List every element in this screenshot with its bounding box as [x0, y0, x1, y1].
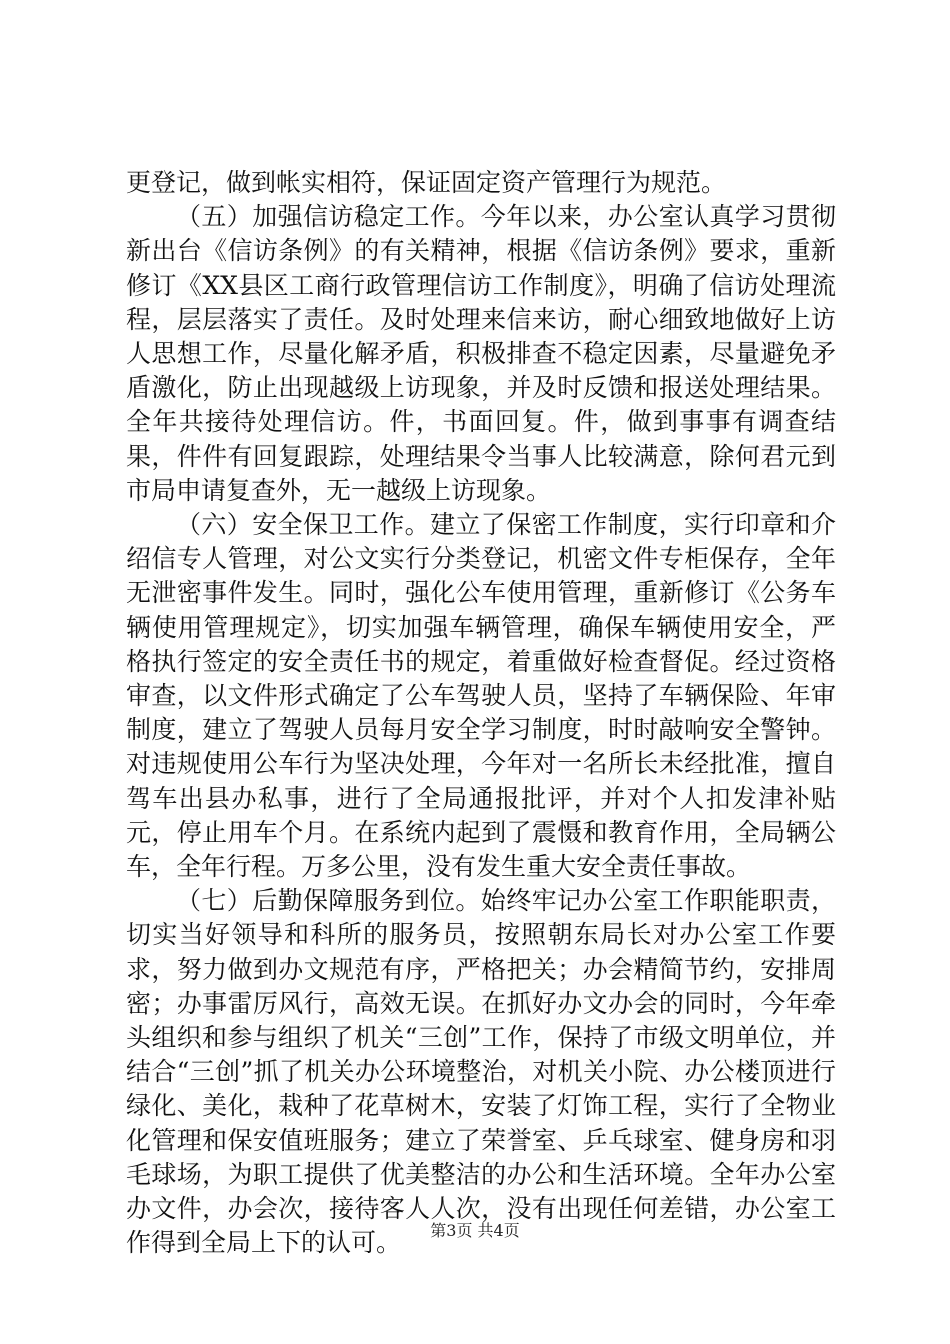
- paragraph-continuation: 更登记，做到帐实相符，保证固定资产管理行为规范。: [126, 168, 727, 197]
- paragraph-security-work: （六）安全保卫工作。建立了保密工作制度，实行印章和介绍信专人管理，对公文实行分类登记，机密文件专柜保存，全年无泄密事件发生。同时，强化公车使用管理，重新修订《公务车辆使用管理规定》，切实加强车辆管理，确保车辆使用安全，严格执行签定的安全责任书的规定，着重做好检查督促。经过资格审查，以文件形式确定了公车驾驶人员，坚持了车辆保险、年审制度，建立了驾驶人员每月安全学习制度，时时敲响安全警钟。对违规使用公车行为坚决处理，今年对一名所长未经批准，擅自驾车出县办私事，进行了全局通报批评，并对个人扣发津补贴元，停止用车个月。在系统内起到了震慑和教育作用，全局辆公车，全年行程。万多公里，没有发生重大安全责任事故。: [126, 510, 836, 882]
- paragraph-petition-work: （五）加强信访稳定工作。今年以来，办公室认真学习贯彻新出台《信访条例》的有关精神，根据《信访条例》要求，重新修订《XX县区工商行政管理信访工作制度》，明确了信访处理流程，层层落实了责任。及时处理来信来访，耐心细致地做好上访人思想工作，尽量化解矛盾，积极排查不稳定因素，尽量避免矛盾激化，防止出现越级上访现象，并及时反馈和报送处理结果。全年共接待处理信访。件，书面回复。件，做到事事有调查结果，件件有回复跟踪，处理结果令当事人比较满意，除何君元到市局申请复查外，无一越级上访现象。: [126, 202, 836, 505]
- document-body: [126, 166, 836, 1261]
- paragraph-logistics-service: （七）后勤保障服务到位。始终牢记办公室工作职能职责，切实当好领导和科所的服务员，按照朝东局长对办公室工作要求，努力做到办文规范有序，严格把关；办会精简节约，安排周密；办事雷厉风行，高效无误。在抓好办文办会的同时，今年牵头组织和参与组织了机关“三创”工作，保持了市级文明单位，并结合“三创”抓了机关办公环境整治，对机关小院、办公楼顶进行绿化、美化，栽种了花草树木，安装了灯饰工程，实行了全物业化管理和保安值班服务；建立了荣誉室、乒乓球室、健身房和羽毛球场，为职工提供了优美整洁的办公和生活环境。全年办公室办文件，办会次，接待客人人次，没有出现任何差错，办公室工作得到全局上下的认可。: [126, 886, 836, 1258]
- page-number-footer: 第3页 共4页: [430, 1221, 520, 1240]
